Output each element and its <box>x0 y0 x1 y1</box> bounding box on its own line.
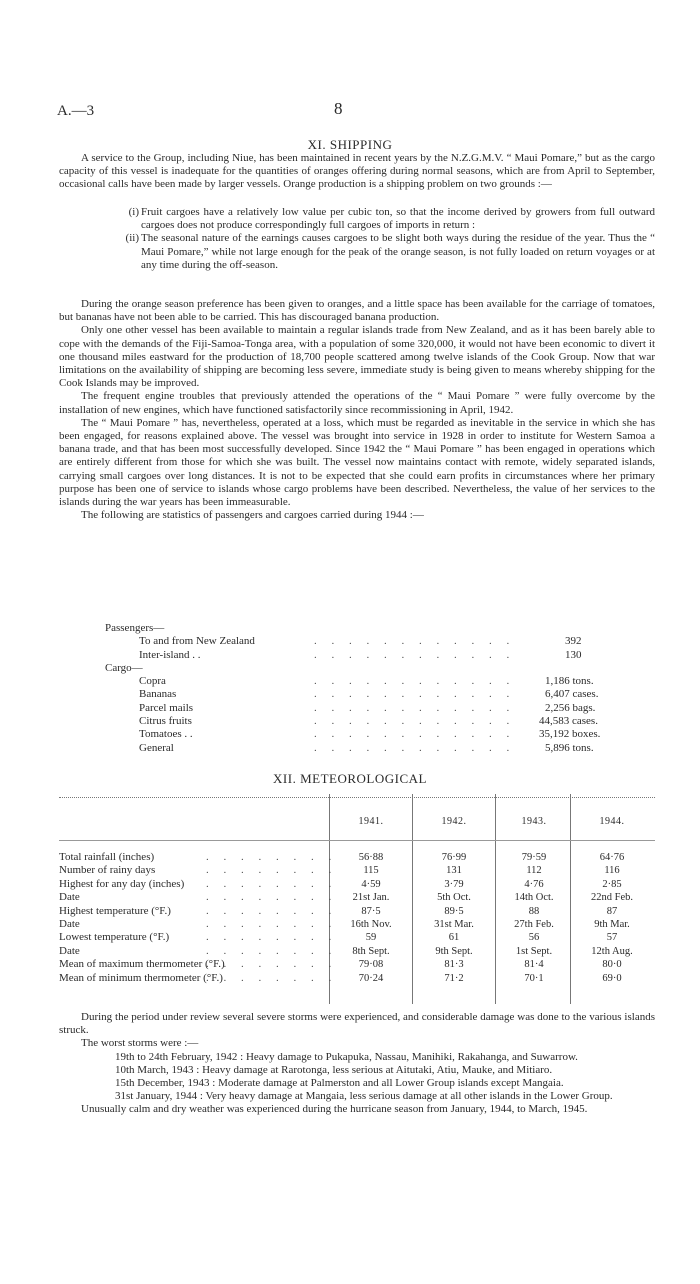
stat-row <box>59 742 655 755</box>
leader-dots: . . . . . . . . . . . . <box>314 741 516 754</box>
stat-value: 130 <box>565 648 582 661</box>
leader-dots: . . . . . . . . . . . . <box>314 728 516 741</box>
table-cell: 79·59 <box>521 852 547 863</box>
row-label: Highest temperature (°F.) <box>59 904 171 917</box>
stat-heading <box>59 662 655 675</box>
list-item-number: (ii) <box>125 232 139 245</box>
leader-dots: . . . . . . . . . . . . <box>314 715 516 728</box>
stat-row <box>59 715 655 728</box>
table-cell: 61 <box>448 932 460 944</box>
list-item <box>59 232 655 272</box>
document-reference: A.—3 <box>57 103 95 119</box>
table-cell: 9th Sept. <box>435 945 473 957</box>
shipping-problems-list <box>59 206 655 272</box>
table-cell: 3·79 <box>444 878 464 890</box>
paragraph: A service to the Group, including Niue, has been maintained in recent years by the N.Z.G.M.V. “ Maui Pomare,” but as the cargo capacity of this vessel is inadequate for the quantities of oranges offering during normal seasons, which are from April to September, occasional calls have been made by larger vessels. Orange production is a shipping problem on two grounds :— <box>59 152 655 191</box>
table-row <box>59 891 655 904</box>
stat-label: Parcel mails <box>139 701 194 714</box>
leader-dots: . . . . . . . . <box>206 971 338 984</box>
leader-dots: . . . . . . . . <box>206 877 338 890</box>
table-cell: 8th Sept. <box>352 945 390 957</box>
storm-entry: 31st January, 1944 : Very heavy damage at Mangaia, less serious damage at all other islands in the Lower Group. <box>115 1090 613 1103</box>
stat-value: 392 <box>565 635 582 648</box>
list-item <box>59 206 655 232</box>
table-cell: 88 <box>528 905 540 917</box>
table-cell: 69·0 <box>602 972 622 984</box>
table-cell: 2·85 <box>602 878 622 890</box>
stat-row <box>59 635 655 648</box>
table-cell: 4·76 <box>524 878 544 890</box>
table-cell: 5th Oct. <box>437 892 471 904</box>
table-cell: 21st Jan. <box>352 892 390 904</box>
table-cell: 64·76 <box>599 852 625 863</box>
table-cell: 71·2 <box>444 972 464 984</box>
table-row <box>59 972 655 985</box>
storm-entry: 19th to 24th February, 1942 : Heavy damage to Pukapuka, Nassau, Manihiki, Rakahanga, and Suwarrow. <box>115 1050 578 1063</box>
table-cell: 87 <box>606 905 618 917</box>
table-cell: 70·24 <box>358 972 384 984</box>
stat-label: Citrus fruits <box>139 715 192 728</box>
table-row <box>59 918 655 931</box>
leader-dots: . . . . . . . . <box>206 904 338 917</box>
paragraph: The following are statistics of passengers and cargoes carried during 1944 :— <box>81 509 424 522</box>
stat-label: To and from New Zealand <box>139 635 255 648</box>
table-cell: 80·0 <box>602 959 622 971</box>
section-title-shipping: XI. SHIPPING <box>307 137 393 152</box>
stat-row <box>59 649 655 662</box>
table-cell: 89·5 <box>444 905 464 917</box>
stat-label: Bananas <box>139 688 177 701</box>
row-label: Date <box>59 891 80 904</box>
leader-dots: . . . . . . . . . . . . <box>314 701 516 714</box>
header-rule <box>59 840 655 841</box>
row-label: Number of rainy days <box>59 864 156 877</box>
table-cell: 79·08 <box>358 959 384 971</box>
paragraph: During the period under review several severe storms were experienced, and considerable damage was done to the various islands struck. <box>59 1011 655 1037</box>
row-label: Highest for any day (inches) <box>59 877 185 890</box>
paragraph: The “ Maui Pomare ” has, nevertheless, operated at a loss, which must be regarded as inevitable in the service in which she has been engaged, for reasons explained above. The vessel was brought into service in 1928 in order to institute for Western Samoa a banana trade, and that has been most successfully developed. Since 1942 the “ Maui Pomare ” has been engaged in operations which are entirely different from those for which she was built. The vessel now maintains contact with remote, widely separated islands, carrying small cargoes over long distances. It is not to be expected that she could earn profits in circumstances where her primary purpose has been one of service to islands whose cargo problems have been described. Nevertheless, the value of her services to the islands during the war years has been immeasurable. <box>59 416 655 509</box>
list-item-number: (i) <box>128 206 139 218</box>
table-cell: 76·99 <box>441 852 467 863</box>
column-header-year: 1943. <box>521 816 547 827</box>
leader-dots: . . . . . . . . <box>206 864 338 877</box>
stat-row <box>59 728 655 741</box>
table-cell: 9th Mar. <box>594 919 630 930</box>
table-row <box>59 878 655 891</box>
row-label: Mean of maximum thermometer (°F.) <box>59 958 225 971</box>
leader-dots: . . . . . . . . . . . . <box>314 648 516 661</box>
table-cell: 56 <box>528 932 540 944</box>
column-header-year: 1941. <box>358 816 384 827</box>
table-row <box>59 905 655 918</box>
column-header-year: 1944. <box>599 816 625 827</box>
page-number: 8 <box>334 99 343 118</box>
leader-dots: . . . . . . . . . . . . <box>314 675 516 688</box>
paragraph: The frequent engine troubles that previously attended the operations of the “ Maui Pomare ” were fully overcome by the installation of new engines, which have functioned satisfactorily since recommissioning in April, 1942. <box>59 390 655 416</box>
cargo-heading: Cargo— <box>105 661 143 674</box>
storm-entry: 15th December, 1943 : Moderate damage at Palmerston and all Lower Group islands except Mangaia. <box>115 1077 564 1090</box>
paragraph: During the orange season preference has been given to oranges, and a little space has been available for the carriage of tomatoes, but bananas have not been able to be carried. This has discouraged banana production. <box>59 298 655 324</box>
leader-dots: . . . . . . . . <box>206 958 338 971</box>
paragraph: The worst storms were :— <box>81 1037 199 1050</box>
table-cell: 59 <box>365 932 377 944</box>
row-label: Date <box>59 944 80 957</box>
table-cell: 115 <box>363 865 379 877</box>
stat-label: Inter-island . . <box>139 648 201 661</box>
passengers-heading: Passengers— <box>105 622 165 634</box>
column-header-year: 1942. <box>441 816 467 827</box>
table-cell: 57 <box>606 932 618 944</box>
stat-value: 5,896 tons. <box>545 741 594 754</box>
stat-value: 1,186 tons. <box>545 675 594 688</box>
paragraph: Only one other vessel has been available to maintain a regular islands trade from New Zealand, and as it has been barely able to cope with the demands of the Fiji-Samoa-Tonga area, with a population of some 320,000, it would not have been economic to divert it one thousand miles eastward for the production of 18,700 people scattered among twelve islands of the Cook Group. Now that war limitations on the availability of shipping are becoming less severe, immediate study is being given to means whereby shipping for the Cook Islands may be improved. <box>59 324 655 390</box>
row-label: Total rainfall (inches) <box>59 851 155 863</box>
paragraph: Unusually calm and dry weather was experienced during the hurricane season from January, 1944, to March, 1945. <box>81 1103 588 1116</box>
table-cell: 87·5 <box>361 905 381 917</box>
stat-label: General <box>139 741 174 754</box>
table-cell: 14th Oct. <box>514 892 554 904</box>
leader-dots: . . . . . . . . <box>206 944 338 957</box>
stat-label: Copra <box>139 675 166 688</box>
storms-section <box>59 1011 655 1117</box>
table-cell: 81·4 <box>524 959 544 971</box>
stat-row <box>59 702 655 715</box>
row-label: Mean of minimum thermometer (°F.) <box>59 971 223 984</box>
table-cell: 22nd Feb. <box>591 892 633 904</box>
table-row <box>59 864 655 877</box>
table-cell: 27th Feb. <box>514 919 554 930</box>
row-label: Lowest temperature (°F.) <box>59 931 170 944</box>
list-item-text: Fruit cargoes have a relatively low value per cubic ton, so that the income derived by growers from full outward cargoes does not produce correspondingly full cargoes of imports in return : <box>141 206 655 232</box>
leader-dots: . . . . . . . . . . . . <box>314 635 516 648</box>
stat-value: 2,256 bags. <box>545 701 596 714</box>
leader-dots: . . . . . . . . <box>206 851 338 863</box>
stat-row <box>59 688 655 701</box>
table-cell: 31st Mar. <box>434 919 474 930</box>
table-cell: 81·3 <box>444 959 464 971</box>
section-title-meteorological: XII. METEOROLOGICAL <box>273 771 427 786</box>
table-cell: 70·1 <box>524 972 544 984</box>
table-row <box>59 931 655 944</box>
stat-heading <box>59 622 655 635</box>
leader-dots: . . . . . . . . <box>206 918 338 930</box>
table-row <box>59 945 655 958</box>
shipping-intro <box>59 152 655 192</box>
shipping-body <box>59 298 655 522</box>
table-cell: 112 <box>526 865 542 877</box>
table-cell: 16th Nov. <box>350 919 392 930</box>
stat-value: 6,407 cases. <box>545 688 599 701</box>
table-cell: 116 <box>604 865 620 877</box>
stat-value: 44,583 cases. <box>539 715 598 728</box>
stat-row <box>59 675 655 688</box>
table-cell: 56·88 <box>358 852 384 863</box>
table-row <box>59 958 655 971</box>
stat-value: 35,192 boxes. <box>539 728 601 741</box>
storm-entry: 10th March, 1943 : Heavy damage at Rarotonga, less serious at Aitutaki, Atiu, Mauke, and Mitiaro. <box>115 1063 553 1076</box>
table-cell: 12th Aug. <box>591 945 633 957</box>
table-top-rule <box>59 797 655 798</box>
list-item-text: The seasonal nature of the earnings causes cargoes to be slight both ways during the residue of the year. Thus the “ Maui Pomare,” while not large enough for the peak of the orange season, is not fully loaded on return voyages or at any time during the off-season. <box>141 232 655 271</box>
leader-dots: . . . . . . . . <box>206 891 338 904</box>
statistics-1944 <box>59 622 655 755</box>
leader-dots: . . . . . . . . <box>206 931 338 944</box>
table-cell: 131 <box>446 865 462 877</box>
table-cell: 1st Sept. <box>515 945 553 957</box>
stat-label: Tomatoes . . <box>139 728 193 741</box>
leader-dots: . . . . . . . . . . . . <box>314 688 516 701</box>
table-cell: 4·59 <box>361 878 381 890</box>
table-row <box>59 851 655 864</box>
row-label: Date <box>59 918 80 930</box>
